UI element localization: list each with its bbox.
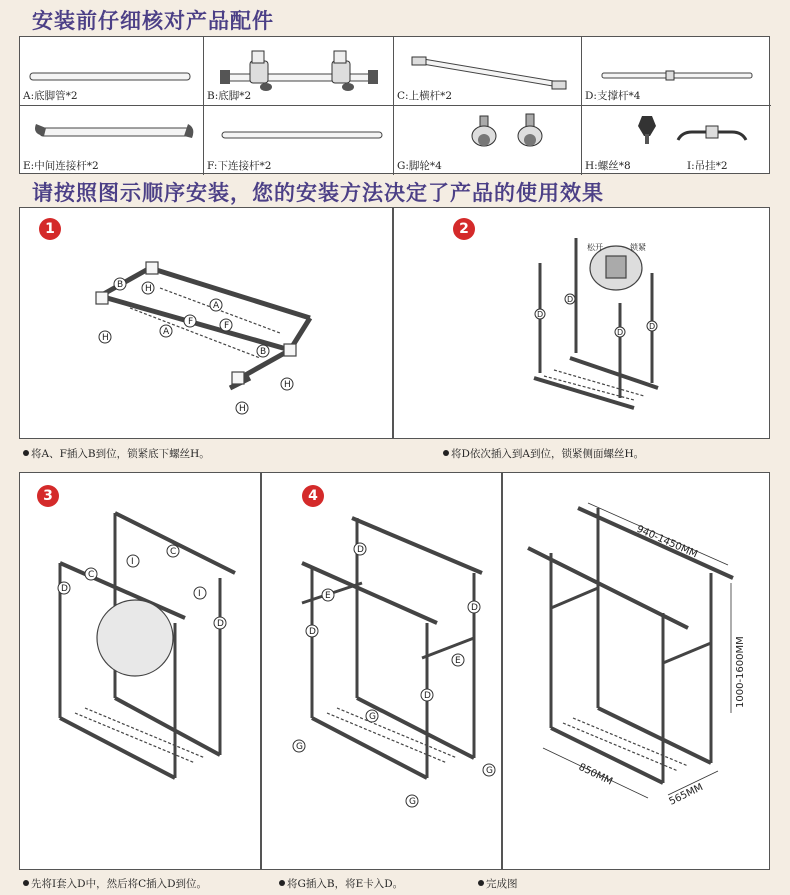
step-3-panel <box>19 472 261 870</box>
label-h: H <box>145 284 152 294</box>
step-2-panel <box>393 207 770 439</box>
part-f-label: F:下连接杆*2 <box>207 160 272 172</box>
completed-panel <box>502 472 770 870</box>
part-i-label: I:吊挂*2 <box>687 160 728 172</box>
label-h: H <box>102 333 109 343</box>
dimension-depth: 565MM <box>667 781 705 808</box>
part-a <box>20 37 204 106</box>
step-4-diagram <box>262 473 503 871</box>
step-2-diagram <box>394 208 771 440</box>
screw-and-hanger-icon <box>582 106 771 166</box>
label-f: F <box>224 321 230 331</box>
label-i: I <box>131 557 134 567</box>
label-f: F <box>188 317 194 327</box>
part-b-label: B:底脚*2 <box>207 90 252 102</box>
label-d: D <box>567 295 574 304</box>
part-c <box>394 37 582 106</box>
label-d: D <box>471 603 478 613</box>
label-d: D <box>61 584 68 594</box>
dimension-length: 850MM <box>576 761 615 788</box>
label-c: C <box>88 570 95 580</box>
step-3-caption: 先将I套入D中，然后将C插入D到位。 <box>23 876 207 891</box>
part-c-label: C:上横杆*2 <box>397 90 453 102</box>
label-h: H <box>239 404 246 414</box>
middle-connector-icon <box>20 106 204 166</box>
dimension-width: 940-1450MM <box>634 523 700 561</box>
part-e-label: E:中间连接杆*2 <box>23 160 99 172</box>
label-d: D <box>309 627 316 637</box>
label-c: C <box>170 547 177 557</box>
label-b: B <box>117 280 124 290</box>
parts-title: 安装前仔细核对产品配件 <box>32 9 274 33</box>
step-4-badge: 4 <box>302 485 324 507</box>
step-4-caption: 将G插入B，将E卡入D。 <box>279 876 403 891</box>
step-4-panel <box>261 472 502 870</box>
completed-caption: 完成图 <box>478 876 518 891</box>
label-g: G <box>296 742 303 752</box>
label-a: A <box>163 327 170 337</box>
part-h-label: H:螺丝*8 <box>585 160 631 172</box>
label-d: D <box>537 310 544 319</box>
step-2-badge: 2 <box>453 218 475 240</box>
steps-title: 请按照图示顺序安装，您的安装方法决定了产品的使用效果 <box>32 181 604 205</box>
label-e: E <box>455 656 461 666</box>
label-d: D <box>649 322 656 331</box>
part-g <box>394 106 582 175</box>
caster-icon <box>394 106 582 166</box>
label-b: B <box>260 347 267 357</box>
part-f <box>204 106 394 175</box>
step-1-diagram <box>20 208 394 440</box>
step-1-panel <box>19 207 393 439</box>
part-g-label: G:脚轮*4 <box>397 160 442 172</box>
completed-diagram <box>503 473 771 871</box>
label-g: G <box>486 766 493 776</box>
lower-connector-icon <box>204 106 394 166</box>
part-a-label: A:底脚管*2 <box>23 90 78 102</box>
label-i: I <box>198 589 201 599</box>
step-3-diagram <box>20 473 262 871</box>
tighten-label: 锁紧 <box>630 243 646 252</box>
step-2-caption: 将D依次插入到A到位，锁紧侧面螺丝H。 <box>443 446 644 461</box>
part-b <box>204 37 394 106</box>
dimension-height: 1000-1600MM <box>735 636 746 708</box>
parts-table <box>19 36 770 174</box>
loosen-label: 松开 <box>587 243 603 252</box>
part-e <box>20 106 204 175</box>
label-d: D <box>357 545 364 555</box>
part-h-i <box>582 106 771 175</box>
label-e: E <box>325 591 331 601</box>
label-g: G <box>369 712 376 722</box>
step-1-badge: 1 <box>39 218 61 240</box>
label-d: D <box>617 328 624 337</box>
label-h: H <box>284 380 291 390</box>
label-g: G <box>409 797 416 807</box>
part-d <box>582 37 771 106</box>
step-3-badge: 3 <box>37 485 59 507</box>
label-d: D <box>424 691 431 701</box>
label-d: D <box>217 619 224 629</box>
part-d-label: D:支撑杆*4 <box>585 90 641 102</box>
label-a: A <box>213 301 220 311</box>
step-1-caption: 将A、F插入B到位，锁紧底下螺丝H。 <box>23 446 210 461</box>
